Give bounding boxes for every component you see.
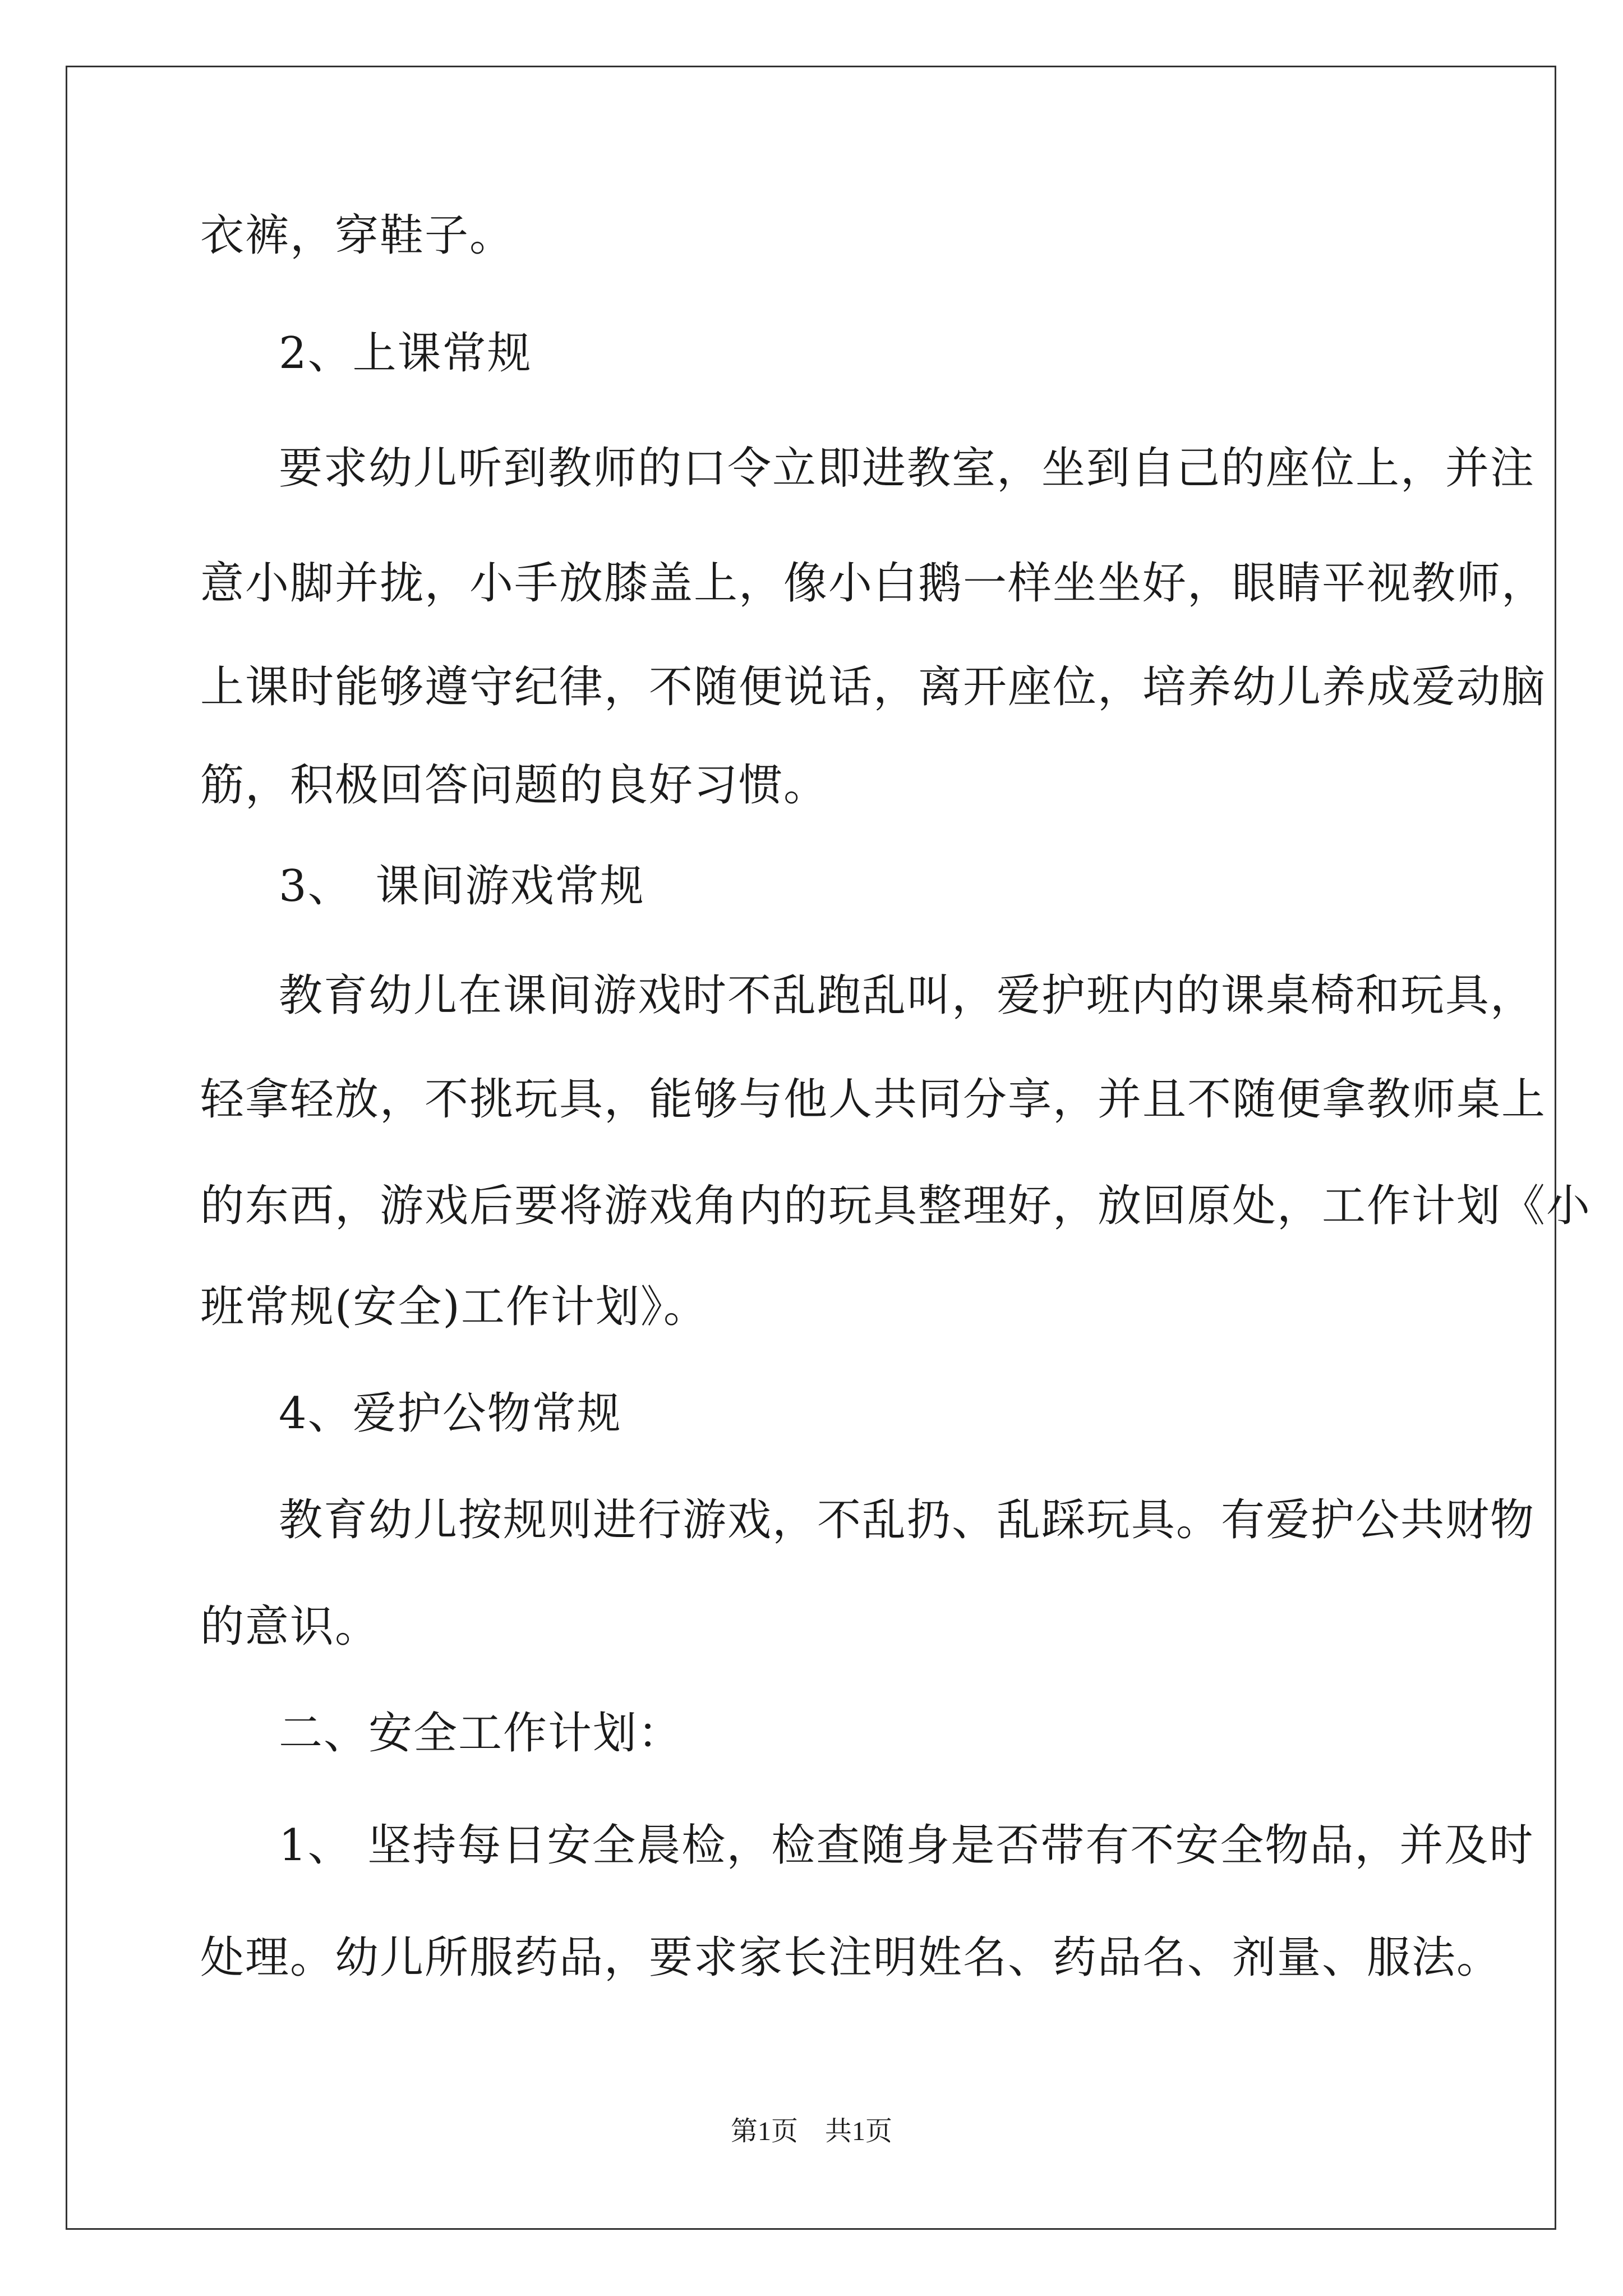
- paragraph-line: 要求幼儿听到教师的口令立即进教室，坐到自己的座位上，并注: [279, 443, 1536, 494]
- page-footer: 第1页 共1页: [730, 2116, 892, 2146]
- paragraph-line: 轻拿轻放，不挑玩具，能够与他人共同分享，并且不随便拿教师桌上: [200, 1074, 1547, 1125]
- paragraph-line: 上课时能够遵守纪律，不随便说话，离开座位，培养幼儿养成爱动脑: [200, 662, 1547, 712]
- paragraph-line: 筋，积极回答问题的良好习惯。: [200, 760, 829, 811]
- paragraph-line: 处理。幼儿所服药品，要求家长注明姓名、药品名、剂量、服法。: [200, 1932, 1502, 1983]
- paragraph-line: 教育幼儿按规则进行游戏，不乱扔、乱踩玩具。有爱护公共财物: [279, 1495, 1536, 1545]
- section-heading: 2、上课常规: [279, 328, 532, 379]
- paragraph-line: 的东西，游戏后要将游戏角内的玩具整理好，放回原处，工作计划《小: [200, 1181, 1592, 1231]
- page-border: [66, 66, 1592, 2230]
- section-heading: 二、安全工作计划：: [279, 1708, 683, 1759]
- paragraph-line: 班常规(安全)工作计划》。: [200, 1282, 708, 1332]
- paragraph-line: 意小脚并拢，小手放膝盖上，像小白鹅一样坐坐好，眼睛平视教师，: [200, 558, 1547, 609]
- section-heading: 4、爱护公物常规: [279, 1388, 622, 1439]
- paragraph-line: 教育幼儿在课间游戏时不乱跑乱叫，爱护班内的课桌椅和玩具，: [279, 970, 1536, 1021]
- paragraph-line: 1、 坚持每日安全晨检，检查随身是否带有不安全物品，并及时: [279, 1820, 1534, 1871]
- section-heading: 3、 课间游戏常规: [279, 861, 645, 912]
- paragraph-line: 衣裤，穿鞋子。: [200, 210, 515, 261]
- paragraph-line: 的意识。: [200, 1602, 380, 1652]
